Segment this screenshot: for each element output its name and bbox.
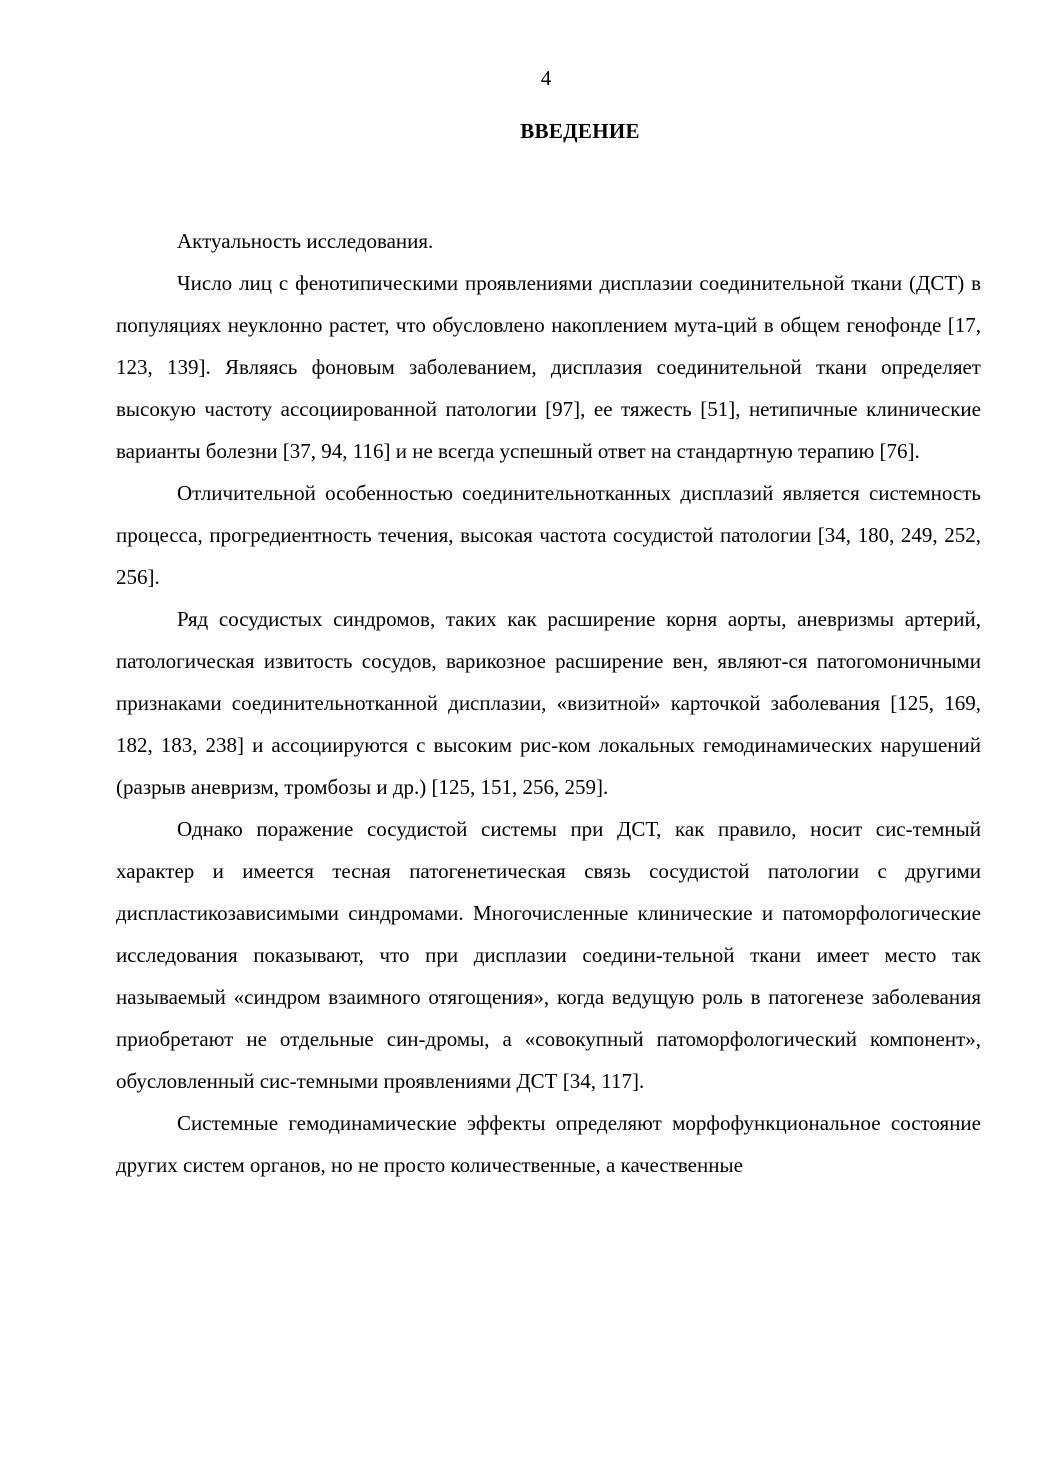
paragraph: Однако поражение сосудистой системы при ДСТ, как правило, носит сис-темный характер и имеется тесная патогенетическая связь сосудистой патологии с другими диспластикозависимыми синдромами. Многочисленные клинические и патоморфологические исследования показывают, что при дисплазии соедини-тельной ткани имеет место так называемый «синдром взаимного отягощения», когда ведущую роль в патогенезе заболевания приобретают не отдельные син-дромы, а «совокупный патоморфологический компонент», обусловленный сис-темными проявлениями ДСТ [34, 117]. [116,817,981,1093]
paragraph: Системные гемодинамические эффекты определяют морфофункциональное состояние других систем органов, но не просто количественные, а качественные [116,1111,981,1177]
page-number: 4 [540,66,552,90]
section-heading: ВВЕДЕНИЕ [520,119,640,143]
body-text [116,220,981,1186]
paragraph-relevance-title: Актуальность исследования. [177,229,434,253]
paragraph: Отличительной особенностью соединительнотканных дисплазий является системность процесса, прогредиентность течения, высокая частота сосудистой патологии [34, 180, 249, 252, 256]. [116,481,981,589]
paragraph: Число лиц с фенотипическими проявлениями дисплазии соединительной ткани (ДСТ) в популяциях неуклонно растет, что обусловлено накоплением мута-ций в общем генофонде [17, 123, 139]. Являясь фоновым заболеванием, дисплазия соединительной ткани определяет высокую частоту ассоциированной патологии [97], ее тяжесть [51], нетипичные клинические варианты болезни [37, 94, 116] и не всегда успешный ответ на стандартную терапию [76]. [116,271,981,463]
paragraph: Ряд сосудистых синдромов, таких как расширение корня аорты, аневризмы артерий, патологическая извитость сосудов, варикозное расширение вен, являют-ся патогомоничными признаками соединительнотканной дисплазии, «визитной» карточкой заболевания [125, 169, 182, 183, 238] и ассоциируются с высоким рис-ком локальных гемодинамических нарушений (разрыв аневризм, тромбозы и др.) [125, 151, 256, 259]. [116,607,981,799]
